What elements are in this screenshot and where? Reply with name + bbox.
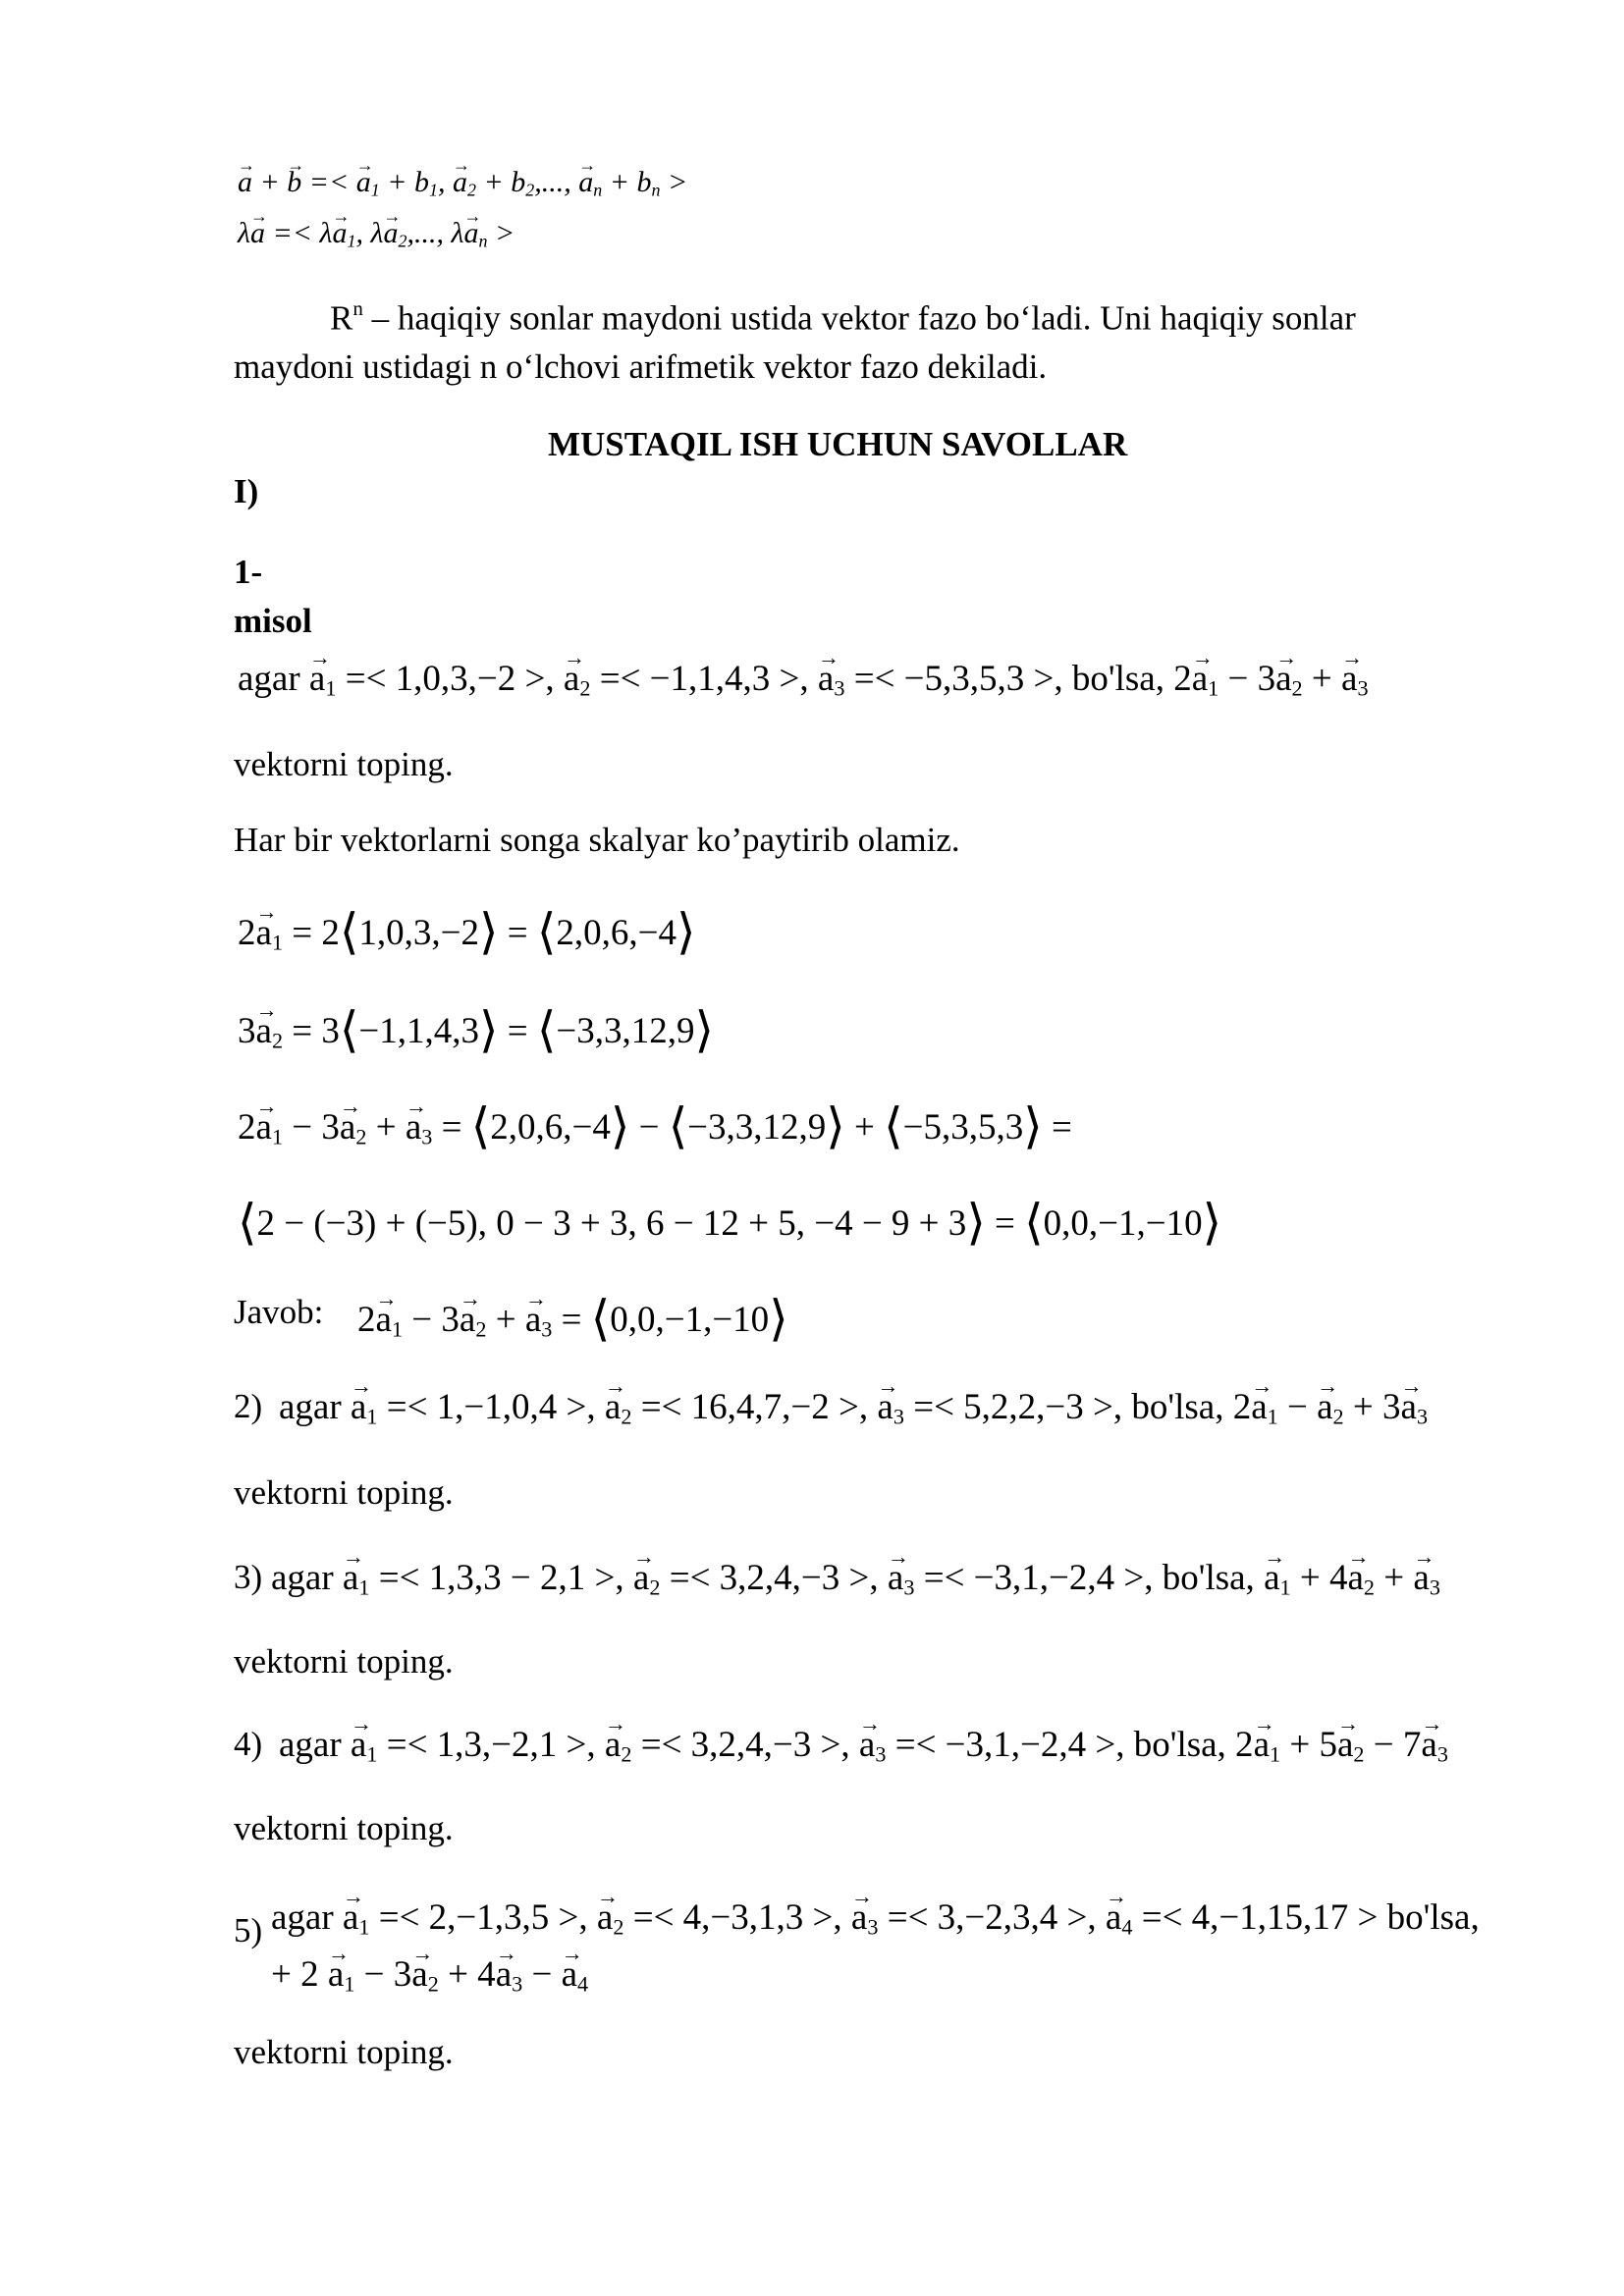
task-4-number: 4) [234, 1725, 263, 1763]
formula-scalar-multiplication: $\lambda\to a =< \lambda\to a_1$, $\lambda\to a_2$,..., $\lambda\to a_n$ > [238, 216, 514, 252]
task-2-condition: agar → $a_1 =< 1,-1,0,4$ >, → $a_2 =< 16,4,7,-2$ >, → $a_3 =< 5,2,2,-3$ >, bo'lsa, $2\to a_1$ − → $a_2 + 3\to a_3$ [279, 1386, 1428, 1430]
example-label-number: 1- [234, 553, 263, 591]
task-3-find: vektorni toping. [234, 1642, 454, 1681]
section-number: I) [234, 472, 259, 510]
task-5-condition: agar → $a_1 =< 2,-1,3,5$ >, → $a_2 =< 4,-3,1,3$ >, → $a_3 =< 3,-2,3,4$ >, → $a_4 =< 4,-1,15,17 > bo'lsa$, [271, 1896, 1480, 1941]
task-5-number: 5) [234, 1911, 263, 1949]
answer-formula: $2\to a_1 - 3\to a_2$ + → $a_3$ = ⟨0,0,−1,−10⟩ [357, 1290, 788, 1349]
example1-explanation: Har bir vektorlarni songa skalyar ko’paytirib olamiz. [234, 821, 960, 859]
intro-line-1: $R^n$ – haqiqiy sonlar maydoni ustida vektor fazo bo‘ladi. Uni haqiqiy sonlar [330, 296, 1356, 338]
task-3-number: 3) [234, 1558, 263, 1596]
step-4: ⟨2 − (−3) + (−5), 0 − 3 + 3, 6 − 12 + 5, −4 − 9 + 3⟩ = ⟨0,0,−1,−10⟩ [238, 1195, 1222, 1250]
step-3: $2\to a_1 - 3\to a_2$ + → $a_3$ = ⟨2,0,6,−4⟩ − ⟨−3,3,12,9⟩ + ⟨−5,3,5,3⟩ = [238, 1097, 1072, 1156]
task-4-condition: agar → $a_1 =< 1,3,-2,1$ >, → $a_2 =< 3,2,4,-3$ >, → $a_3 =< -3,1,-2,4$ >, bo'lsa, $2\to a_1 + 5\to a_2 - 7\to a_3$ [279, 1724, 1448, 1768]
answer-label: Javob: [234, 1293, 324, 1331]
example-label-word: misol [234, 602, 312, 640]
section-title: MUSTAQIL ISH UCHUN SAVOLLAR [548, 425, 1128, 463]
example1-find: vektorni toping. [234, 745, 454, 783]
task-5-condition-line-2: + $2 \to a_1 - 3\to a_2 + 4\to a_3$ − → $a_4$ [271, 1953, 588, 1998]
formula-vector-sum: → a + → b =< → $a_1 + b_1$, → $a_2 + b_2$,..., → $a_n + b_n$ > [238, 165, 687, 201]
intro-line-2: maydoni ustidagi n o‘lchovi arifmetik vektor fazo dekiladi. [234, 347, 1048, 386]
step-1: $2\to a_1$ = 2⟨1,0,3,−2⟩ = ⟨2,0,6,−4⟩ [238, 903, 695, 962]
task-2-find: vektorni toping. [234, 1473, 454, 1512]
task-5-find: vektorni toping. [234, 2033, 454, 2071]
example1-condition: agar → $a_1 =< 1,0,3,-2$ >, → $a_2 =< -1,1,4,3$ >, → $a_3 =< -5,3,5,3$ >, bo'lsa, $2\to a_1 - 3\to a_2$ + → $a_3$ [238, 658, 1369, 702]
task-2-number: 2) [234, 1387, 263, 1425]
step-2: $3\to a_2$ = 3⟨−1,1,4,3⟩ = ⟨−3,3,12,9⟩ [238, 1001, 714, 1060]
task-4-find: vektorni toping. [234, 1809, 454, 1847]
task-3-condition: agar → $a_1 =< 1,3,3 - 2,1$ >, → $a_2 =< 3,2,4,-3$ >, → $a_3 =< -3,1,-2,4$ >, bo'lsa, → $a_1 + 4\to a_2$ + → $a_3$ [271, 1557, 1440, 1601]
